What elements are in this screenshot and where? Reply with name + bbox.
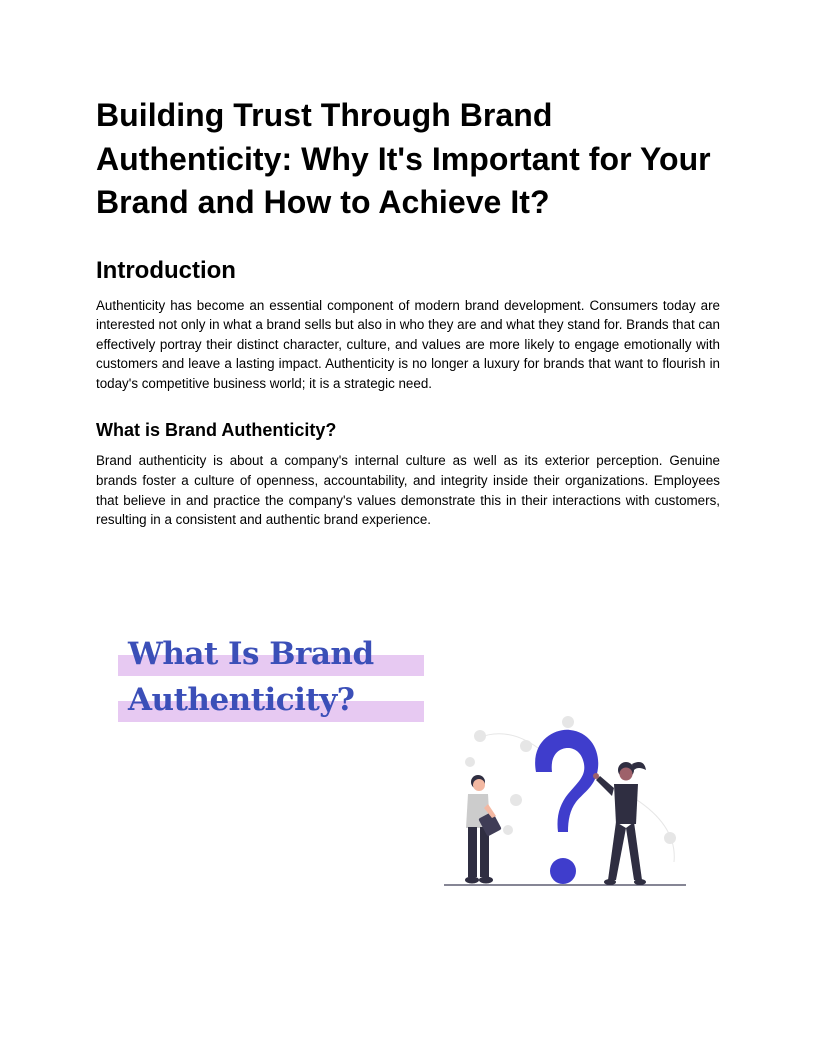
brand-authenticity-figure xyxy=(118,634,698,894)
introduction-paragraph: Authenticity has become an essential component of modern brand development. Consumers today are interested not only in what a brand sells but also in who they are and what they stand for. Brands that can effectively portray their distinct character, culture, and values are more likely to engage emotionally with customers and leave a lasting impact. Authenticity is no longer a luxury for brands that want to flourish in today's competitive business world; it is a strategic need. xyxy=(96,297,720,391)
introduction-heading: Introduction xyxy=(96,256,236,284)
person-right-illustration xyxy=(593,762,646,885)
figure-heading-line-2 xyxy=(118,680,424,726)
section-paragraph: Brand authenticity is about a company's internal culture as well as its exterior perception. Genuine brands foster a culture of openness, accountability, and integrity inside their organizations. Employees that believe in and practice the company's values demonstrate this in their interactions with customers, resulting in a consistent and authentic brand experience. xyxy=(96,453,720,528)
question-mark-icon xyxy=(535,730,598,884)
document-title: Building Trust Through Brand Authenticity: Why It's Important for Your Brand and How to Achieve It? xyxy=(96,97,711,220)
section-heading: What is Brand Authenticity? xyxy=(96,420,337,441)
question-mark-people-illustration xyxy=(438,712,698,892)
document-page xyxy=(96,94,720,530)
figure-heading-text-1: What Is Brand xyxy=(128,636,374,672)
figure-heading-text-2: Authenticity? xyxy=(128,682,355,718)
figure-heading-line-1 xyxy=(118,634,424,680)
figure-heading xyxy=(118,634,424,726)
person-left-illustration xyxy=(465,775,502,884)
